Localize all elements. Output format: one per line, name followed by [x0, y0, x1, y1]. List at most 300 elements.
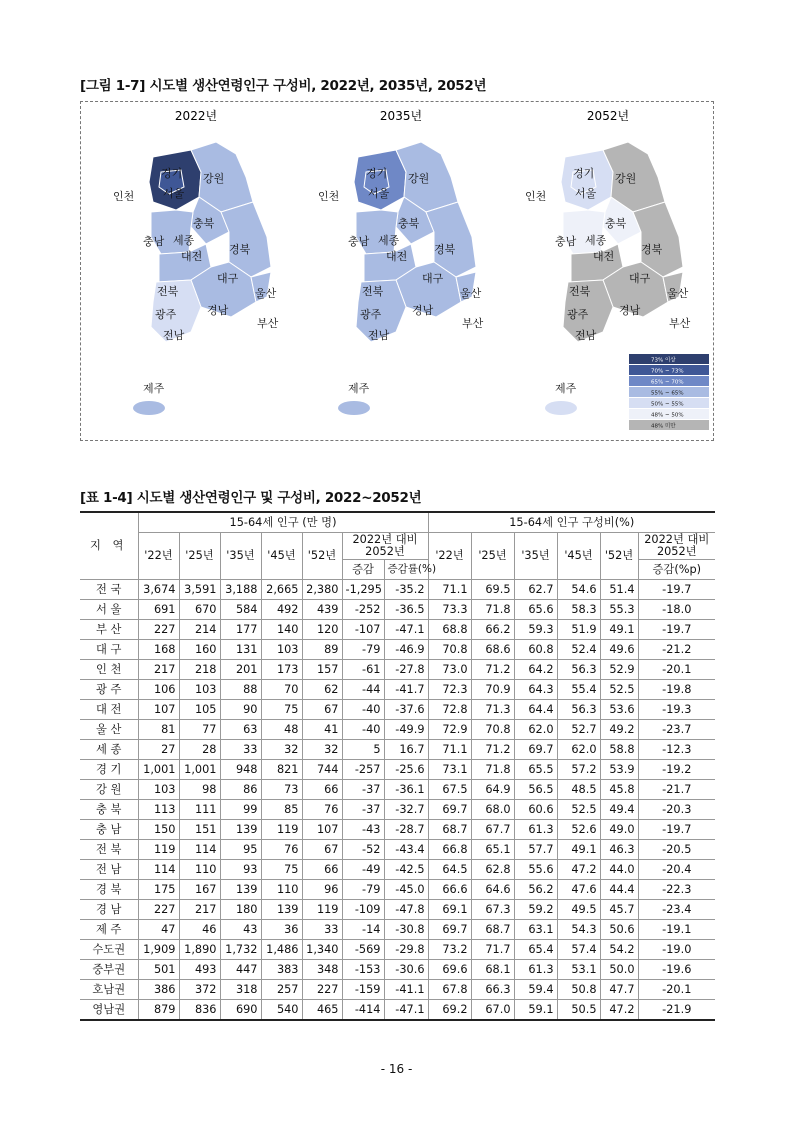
ratio-cell: 57.7 [514, 840, 557, 860]
ratio-cell: 69.7 [514, 740, 557, 760]
region-label: 전남 [575, 329, 597, 342]
region-label: 제주 [348, 382, 370, 395]
pop-cell: 86 [220, 780, 261, 800]
jeju-shape [338, 401, 370, 415]
region-label: 대구 [629, 272, 651, 285]
ratio-cell: 69.6 [428, 960, 471, 980]
ratio-cell: 69.7 [428, 920, 471, 940]
ratio-cell: 69.1 [428, 900, 471, 920]
pop-cell: 120 [302, 620, 342, 640]
ratio-cell: 51.9 [557, 620, 600, 640]
region-cell: 중부권 [80, 960, 138, 980]
region-label: 전남 [163, 329, 185, 342]
pop-cell: 744 [302, 760, 342, 780]
maps-figure [81, 102, 715, 442]
ratio-cell: 73.0 [428, 660, 471, 680]
region-cell: 전 북 [80, 840, 138, 860]
region-label: 울산 [667, 287, 689, 300]
region-label: 강원 [408, 172, 430, 185]
region-cell: 경 기 [80, 760, 138, 780]
legend-label: 48% ~ 50% [651, 412, 684, 419]
pop-cell: 32 [261, 740, 302, 760]
table-row [80, 900, 715, 920]
ratio-cell: 52.7 [557, 720, 600, 740]
ratio-cell: 52.5 [600, 680, 638, 700]
chg-rate-cell: -49.9 [384, 720, 428, 740]
region-cell: 충 남 [80, 820, 138, 840]
ratio-cell: 71.2 [471, 660, 514, 680]
ratio-cell: 70.8 [428, 640, 471, 660]
ratio-cell: 67.7 [471, 820, 514, 840]
ratio-cell: 64.6 [471, 880, 514, 900]
pop-comp-header: 2022년 대비 2052년 [342, 533, 428, 560]
chg-pp-cell: -20.5 [638, 840, 715, 860]
chg-rate-cell: 16.7 [384, 740, 428, 760]
pop-cell: 105 [179, 700, 220, 720]
region-label: 인천 [318, 190, 340, 203]
ratio-cell: 64.5 [428, 860, 471, 880]
region-label: 전북 [569, 285, 591, 298]
pop-cell: 540 [261, 1000, 302, 1021]
chg-abs-cell: -79 [342, 880, 384, 900]
ratio-cell: 54.6 [557, 580, 600, 600]
ratio-cell: 68.8 [428, 620, 471, 640]
chg-pp-cell: -21.7 [638, 780, 715, 800]
pop-cell: 63 [220, 720, 261, 740]
chg-pp-cell: -19.7 [638, 820, 715, 840]
chg-pp-cell: -23.4 [638, 900, 715, 920]
pop-cell: 150 [138, 820, 179, 840]
region-cell: 경 북 [80, 880, 138, 900]
chg-abs-cell: -153 [342, 960, 384, 980]
ratio-cell: 50.6 [600, 920, 638, 940]
ratio-cell: 73.3 [428, 600, 471, 620]
ratio-cell: 67.5 [428, 780, 471, 800]
table-row [80, 620, 715, 640]
chg-pp-cell: -21.2 [638, 640, 715, 660]
pop-cell: 93 [220, 860, 261, 880]
pop-cell: 75 [261, 860, 302, 880]
pop-cell: 318 [220, 980, 261, 1000]
chg-abs-cell: -40 [342, 720, 384, 740]
map-panel [113, 108, 279, 415]
region-label: 광주 [155, 308, 177, 321]
legend-label: 73% 이상 [651, 357, 676, 364]
pop-cell: 73 [261, 780, 302, 800]
pop-cell: 1,340 [302, 940, 342, 960]
region-cell: 광 주 [80, 680, 138, 700]
figure-box [80, 101, 714, 441]
ratio-cell: 64.3 [514, 680, 557, 700]
pop-cell: 90 [220, 700, 261, 720]
ratio-cell: 71.2 [471, 740, 514, 760]
region-label: 부산 [669, 317, 691, 330]
pop-cell: 2,380 [302, 580, 342, 600]
chg-abs-header: 증감 [342, 560, 384, 580]
table-row [80, 760, 715, 780]
chg-rate-cell: -30.6 [384, 960, 428, 980]
ratio-cell: 62.7 [514, 580, 557, 600]
pop-cell: 32 [302, 740, 342, 760]
pop-cell: 67 [302, 700, 342, 720]
chg-pp-cell: -20.1 [638, 980, 715, 1000]
ratio-cell: 52.5 [557, 800, 600, 820]
pop-cell: 3,188 [220, 580, 261, 600]
ratio-cell: 56.5 [514, 780, 557, 800]
pop-cell: 114 [179, 840, 220, 860]
pop-cell: 227 [138, 620, 179, 640]
pop-cell: 33 [220, 740, 261, 760]
region-label: 광주 [360, 308, 382, 321]
pop-cell: 3,674 [138, 580, 179, 600]
pop-cell: 257 [261, 980, 302, 1000]
chg-rate-cell: -41.7 [384, 680, 428, 700]
table-row [80, 580, 715, 600]
pop-cell: 70 [261, 680, 302, 700]
table-row [80, 780, 715, 800]
pop-cell: 81 [138, 720, 179, 740]
ratio-cell: 59.2 [514, 900, 557, 920]
chg-abs-cell: -1,295 [342, 580, 384, 600]
pop-cell: 66 [302, 860, 342, 880]
population-table [80, 511, 715, 1021]
chg-rate-cell: -43.4 [384, 840, 428, 860]
ratio-comp-header: 2022년 대비 2052년 [638, 533, 715, 560]
pop-cell: 173 [261, 660, 302, 680]
ratio-cell: 45.8 [600, 780, 638, 800]
pop-cell: 201 [220, 660, 261, 680]
pop-cell: 227 [138, 900, 179, 920]
ratio-cell: 66.2 [471, 620, 514, 640]
pop-cell: 670 [179, 600, 220, 620]
pop-cell: 131 [220, 640, 261, 660]
region-cell: 세 종 [80, 740, 138, 760]
region-label: 광주 [567, 308, 589, 321]
pop-cell: 66 [302, 780, 342, 800]
region-cell: 수도권 [80, 940, 138, 960]
region-label: 충북 [398, 217, 420, 230]
pop-cell: 119 [261, 820, 302, 840]
chg-abs-cell: -52 [342, 840, 384, 860]
pop-cell: 95 [220, 840, 261, 860]
table-row [80, 860, 715, 880]
region-label: 경기 [366, 167, 388, 180]
table-row [80, 1000, 715, 1021]
region-label: 세종 [173, 234, 195, 247]
chg-pp-header: 증감(%p) [638, 560, 715, 580]
table-row [80, 600, 715, 620]
region-cell: 영남권 [80, 1000, 138, 1021]
pop-cell: 119 [138, 840, 179, 860]
pop-cell: 1,909 [138, 940, 179, 960]
pop-cell: 501 [138, 960, 179, 980]
chg-pp-cell: -19.7 [638, 580, 715, 600]
chg-pp-cell: -19.2 [638, 760, 715, 780]
chg-rate-cell: -28.7 [384, 820, 428, 840]
pop-cell: 691 [138, 600, 179, 620]
region-label: 대전 [593, 250, 615, 263]
ratio-cell: 73.2 [428, 940, 471, 960]
pop-cell: 160 [179, 640, 220, 660]
pop-cell: 140 [261, 620, 302, 640]
ratio-cell: 69.7 [428, 800, 471, 820]
ratio-cell: 65.5 [514, 760, 557, 780]
pop-cell: 75 [261, 700, 302, 720]
ratio-cell: 57.2 [557, 760, 600, 780]
ratio-cell: 71.1 [428, 740, 471, 760]
region-label: 부산 [462, 317, 484, 330]
region-cell: 대 구 [80, 640, 138, 660]
ratio-cell: 65.4 [514, 940, 557, 960]
pop-cell: 493 [179, 960, 220, 980]
ratio-cell: 64.4 [514, 700, 557, 720]
ratio-cell: 50.0 [600, 960, 638, 980]
ratio-cell: 61.3 [514, 960, 557, 980]
pop-cell: 88 [220, 680, 261, 700]
region-label: 경남 [619, 304, 641, 317]
pop-cell: 584 [220, 600, 261, 620]
ratio-cell: 71.8 [471, 600, 514, 620]
chg-rate-cell: -32.7 [384, 800, 428, 820]
ratio-year-header: '35년 [514, 533, 557, 580]
ratio-cell: 66.8 [428, 840, 471, 860]
pop-cell: 76 [302, 800, 342, 820]
chg-pp-cell: -21.9 [638, 1000, 715, 1021]
region-cell: 전 국 [80, 580, 138, 600]
map-year-label: 2022년 [174, 109, 218, 123]
pop-cell: 465 [302, 1000, 342, 1021]
pop-cell: 217 [179, 900, 220, 920]
ratio-cell: 60.6 [514, 800, 557, 820]
pop-cell: 948 [220, 760, 261, 780]
ratio-cell: 53.6 [600, 700, 638, 720]
chg-pp-cell: -20.3 [638, 800, 715, 820]
page-number: - 16 - [380, 1062, 413, 1076]
region-label: 대전 [386, 250, 408, 263]
pop-cell: 46 [179, 920, 220, 940]
ratio-cell: 58.3 [557, 600, 600, 620]
ratio-cell: 49.5 [557, 900, 600, 920]
region-label: 제주 [143, 382, 165, 395]
ratio-cell: 49.1 [600, 620, 638, 640]
region-label: 인천 [113, 190, 135, 203]
table-row [80, 880, 715, 900]
ratio-year-header: '25년 [471, 533, 514, 580]
ratio-cell: 66.3 [471, 980, 514, 1000]
chg-rate-header: 증감률(%) [384, 560, 428, 580]
ratio-cell: 71.8 [471, 760, 514, 780]
ratio-cell: 62.0 [557, 740, 600, 760]
ratio-cell: 67.0 [471, 1000, 514, 1021]
pop-cell: 1,732 [220, 940, 261, 960]
jeju-shape [133, 401, 165, 415]
chg-rate-cell: -25.6 [384, 760, 428, 780]
table-row [80, 840, 715, 860]
ratio-cell: 59.1 [514, 1000, 557, 1021]
chg-abs-cell: -37 [342, 800, 384, 820]
chg-abs-cell: -79 [342, 640, 384, 660]
ratio-cell: 54.3 [557, 920, 600, 940]
region-label: 서울 [575, 187, 597, 200]
ratio-cell: 47.6 [557, 880, 600, 900]
ratio-year-header: '45년 [557, 533, 600, 580]
pop-cell: 180 [220, 900, 261, 920]
pop-cell: 177 [220, 620, 261, 640]
chg-pp-cell: -20.4 [638, 860, 715, 880]
chg-rate-cell: -27.8 [384, 660, 428, 680]
region-cell: 충 북 [80, 800, 138, 820]
chg-abs-cell: -61 [342, 660, 384, 680]
pop-cell: 43 [220, 920, 261, 940]
pop-cell: 139 [220, 820, 261, 840]
pop-cell: 1,486 [261, 940, 302, 960]
ratio-cell: 44.4 [600, 880, 638, 900]
ratio-cell: 65.1 [471, 840, 514, 860]
region-label: 경기 [573, 167, 595, 180]
pop-cell: 107 [138, 700, 179, 720]
region-label: 부산 [257, 317, 279, 330]
figure-title: [그림 1-7] 시도별 생산연령인구 구성비, 2022년, 2035년, 2052년 [80, 78, 487, 94]
table-body [80, 580, 715, 1021]
chg-abs-cell: -252 [342, 600, 384, 620]
ratio-cell: 55.3 [600, 600, 638, 620]
region-label: 강원 [203, 172, 225, 185]
pop-cell: 76 [261, 840, 302, 860]
region-label: 서울 [163, 187, 185, 200]
chg-pp-cell: -23.7 [638, 720, 715, 740]
region-label: 충남 [555, 235, 577, 248]
chg-rate-cell: -37.6 [384, 700, 428, 720]
legend-label: 65% ~ 70% [651, 379, 684, 386]
ratio-cell: 67.8 [428, 980, 471, 1000]
ratio-cell: 70.8 [471, 720, 514, 740]
ratio-cell: 62.8 [471, 860, 514, 880]
ratio-year-header: '52년 [600, 533, 638, 580]
chg-pp-cell: -19.6 [638, 960, 715, 980]
table-row [80, 980, 715, 1000]
ratio-cell: 47.2 [600, 1000, 638, 1021]
ratio-cell: 64.9 [471, 780, 514, 800]
chg-pp-cell: -19.3 [638, 700, 715, 720]
pop-cell: 383 [261, 960, 302, 980]
pop-year-header: '25년 [179, 533, 220, 580]
pop-cell: 157 [302, 660, 342, 680]
chg-abs-cell: -107 [342, 620, 384, 640]
chg-rate-cell: -35.2 [384, 580, 428, 600]
ratio-cell: 72.8 [428, 700, 471, 720]
chg-rate-cell: -36.1 [384, 780, 428, 800]
ratio-cell: 55.6 [514, 860, 557, 880]
chg-abs-cell: -257 [342, 760, 384, 780]
pop-cell: 836 [179, 1000, 220, 1021]
chg-abs-cell: -109 [342, 900, 384, 920]
ratio-cell: 47.7 [600, 980, 638, 1000]
pop-cell: 168 [138, 640, 179, 660]
region-label: 전북 [157, 285, 179, 298]
ratio-cell: 72.9 [428, 720, 471, 740]
pop-cell: 99 [220, 800, 261, 820]
ratio-group-header: 15-64세 인구 구성비(%) [428, 512, 715, 533]
ratio-cell: 44.0 [600, 860, 638, 880]
ratio-cell: 71.3 [471, 700, 514, 720]
table-row [80, 940, 715, 960]
ratio-cell: 53.1 [557, 960, 600, 980]
ratio-cell: 64.2 [514, 660, 557, 680]
pop-cell: 89 [302, 640, 342, 660]
ratio-cell: 51.4 [600, 580, 638, 600]
ratio-cell: 68.1 [471, 960, 514, 980]
ratio-cell: 49.2 [600, 720, 638, 740]
chg-abs-cell: -414 [342, 1000, 384, 1021]
table-row [80, 920, 715, 940]
ratio-cell: 49.1 [557, 840, 600, 860]
ratio-cell: 54.2 [600, 940, 638, 960]
pop-cell: 85 [261, 800, 302, 820]
pop-cell: 227 [302, 980, 342, 1000]
ratio-cell: 56.2 [514, 880, 557, 900]
map-year-label: 2035년 [379, 109, 423, 123]
pop-cell: 217 [138, 660, 179, 680]
ratio-cell: 52.9 [600, 660, 638, 680]
pop-cell: 28 [179, 740, 220, 760]
chg-rate-cell: -30.8 [384, 920, 428, 940]
pop-cell: 151 [179, 820, 220, 840]
chg-pp-cell: -19.1 [638, 920, 715, 940]
table-row [80, 720, 715, 740]
pop-cell: 2,665 [261, 580, 302, 600]
pop-cell: 3,591 [179, 580, 220, 600]
chg-pp-cell: -20.1 [638, 660, 715, 680]
ratio-cell: 56.3 [557, 700, 600, 720]
pop-group-header: 15-64세 인구 (만 명) [138, 512, 428, 533]
map-year-label: 2052년 [586, 109, 630, 123]
region-cell: 강 원 [80, 780, 138, 800]
table-row [80, 820, 715, 840]
chg-rate-cell: -47.8 [384, 900, 428, 920]
map-panel [318, 108, 484, 415]
legend-label: 70% ~ 73% [651, 368, 684, 375]
region-label: 충남 [348, 235, 370, 248]
pop-cell: 372 [179, 980, 220, 1000]
pop-cell: 879 [138, 1000, 179, 1021]
ratio-cell: 48.5 [557, 780, 600, 800]
table-row [80, 800, 715, 820]
ratio-cell: 49.0 [600, 820, 638, 840]
pop-cell: 218 [179, 660, 220, 680]
region-cell: 부 산 [80, 620, 138, 640]
ratio-cell: 58.8 [600, 740, 638, 760]
chg-abs-cell: -159 [342, 980, 384, 1000]
ratio-cell: 55.4 [557, 680, 600, 700]
chg-abs-cell: -43 [342, 820, 384, 840]
chg-pp-cell: -12.3 [638, 740, 715, 760]
legend-label: 50% ~ 55% [651, 401, 684, 408]
chg-abs-cell: -37 [342, 780, 384, 800]
pop-cell: 27 [138, 740, 179, 760]
region-cell: 제 주 [80, 920, 138, 940]
legend-label: 55% ~ 65% [651, 390, 684, 397]
region-label: 세종 [585, 234, 607, 247]
pop-cell: 175 [138, 880, 179, 900]
ratio-cell: 62.0 [514, 720, 557, 740]
region-label: 경남 [412, 304, 434, 317]
region-label: 세종 [378, 234, 400, 247]
chg-pp-cell: -19.0 [638, 940, 715, 960]
pop-cell: 106 [138, 680, 179, 700]
chg-pp-cell: -22.3 [638, 880, 715, 900]
ratio-cell: 66.6 [428, 880, 471, 900]
table-row [80, 740, 715, 760]
